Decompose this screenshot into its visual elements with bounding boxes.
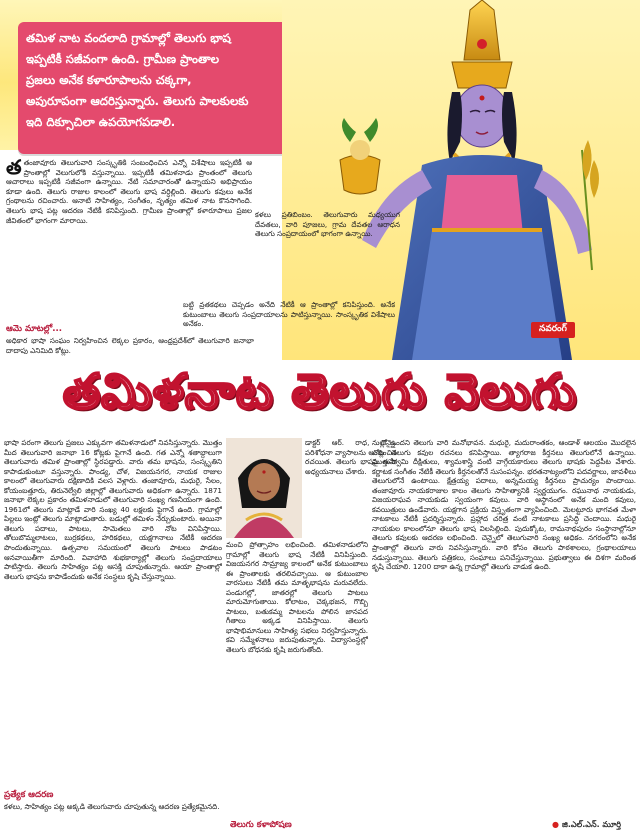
subhead-her-words: ఆమె మాటల్లో...	[6, 324, 63, 334]
body-column-3: నుల్లో ఉందని తెలుగు వారి మనోభావన. మధురై, మదురాంతకం, ఆండాళ్ ఆలయం మొదలైన చోట్ల తెలుగు కవుల రచనలు కనిపిస్తాయి. త్యాగరాజ కీర్తనలు తెలుగులోనే ఉన్నాయి. ముత్తుస్వామి దీక్షితులు, శ్యామశాస్త్రి వంటి వాగ్గేయకారులు తెలుగు భాషకు పెద్దపీట వేశారు. కర్ణాటక సంగీతం నేటికీ తెలుగు కీర్తనలతోనే సుసంపన్నం. భరతనాట్యంలోని పదవర్ణాలు, జావళీలు తెలుగులోనే ఉంటాయి. క్షేత్రయ్య పదాలు, అన్నమయ్య కీర్తనలు ప్రాచుర్యం పొందాయి. తంజావూరు నాయకరాజుల కాలం తెలుగు సాహిత్యానికి స్వర్ణయుగం. రఘునాథ నాయకుడు, విజయరాఘవ నాయకుడు స్వయంగా కవులు. వారి ఆస్థానంలో అనేక మంది కవులు, కవయిత్రులు ఉండేవారు. యక్షగాన ప్రక్రియ విస్తృతంగా వ్యాపించింది. మెలట్టూరు భాగవత మేళా నాటకాలు నేటికీ ప్రదర్శిస్తున్నారు. ప్రహ్లాద చరిత్ర వంటి నాటకాలు ప్రసిద్ధి చెందాయి. మధురై నాయకుల కాలంలోనూ తెలుగు భాష విలసిల్లింది. పుదుక్కోట, రామనాథపురం సంస్థానాల్లోనూ తెలుగు కవులకు ఆదరణ లభించింది. చెన్నైలో తెలుగువారి సంఖ్య అధికం. నగరంలోని అనేక ప్రాంతాల్లో తెలుగు వారు నివసిస్తున్నారు. వారి కోసం తెలుగు పాఠశాలలు, గ్రంథాలయాలు నడుస్తున్నాయి. తెలుగు పత్రికలు, సంఘాలు పనిచేస్తున్నాయి. ప్రభుత్వాలు ఈ దిశగా మరింత కృషి చేయాలి. 1200 దాకా ఉన్న గ్రామాల్లో తెలుగు వాడుక ఉంది.	[372, 438, 636, 572]
headline: తమిళనాట తెలుగు వెలుగు	[62, 364, 578, 420]
lead-text: తమిళ నాట వందలాది గ్రామాల్లో తెలుగు భాష ఇప్పటికీ సజీవంగా ఉంది. గ్రామీణ ప్రాంతాల ప్రజలు అనేక కళారూపాలను చక్కగా, అపురూపంగా ఆదరిస్తున్నారు. తెలుగు పాలకులకు ఇది దిక్సూచిలా ఉపయోగపడాలి.	[26, 31, 249, 129]
body-column-1: భాషా పరంగా తెలుగు ప్రజలు ఎక్కువగా తమిళనాడులో నివసిస్తున్నారు. మొత్తం మీద తెలుగువారి జనాభా 16 కోట్లకు పైగానే ఉంది. గత ఎన్నో శతాబ్దాలుగా తెలుగువారు తమిళ ప్రాంతాల్లో స్థిరపడ్డారు. వారు తమ భాషను, సంస్కృతిని కాపాడుకుంటూ వస్తున్నారు. పాండ్య, చోళ, విజయనగర, నాయక రాజుల కాలంలో తెలుగువారు దక్షిణాదికి వలస వెళ్లారు. తంజావూరు, మధురై, సేలం, కోయంబత్తూరు, తిరునెల్వేలి జిల్లాల్లో తెలుగువారు అధికంగా ఉన్నారు. 1871 జనాభా లెక్కల ప్రకారం తమిళనాడులో తెలుగువారి సంఖ్య గణనీయంగా ఉంది. 1961లో తెలుగు మాట్లాడే వారి సంఖ్య 40 లక్షలకు పైగానే ఉంది. గ్రామాల్లో పిల్లలు ఇంట్లో తెలుగు మాట్లాడుతారు. బడుల్లో తమిళం నేర్చుకుంటారు. అయినా తెలుగు పదాలు, పాటలు, సామెతలు వారి నోట వినిపిస్తాయి. తోలుబొమ్మలాటలు, బుర్రకథలు, హరికథలు, యక్షగానాలు నేటికీ ఆదరణ పొందుతున్నాయి. ఉత్సవాల సమయంలో తెలుగు పాటలు పాడటం ఆనవాయితీగా మారింది. వివాహాది శుభకార్యాల్లో తెలుగు సంప్రదాయాలు పాటిస్తారు. తెలుగు సాహిత్యం పట్ల ఆసక్తి చూపుతున్నారు. ఆయా ప్రాంతాల్లో తెలుగు భాషను కాపాడేందుకు అనేక సంస్థలు కృషి చేస్తున్నాయి.	[4, 438, 222, 581]
intro-text-1: తంజావూరు తెలుగువారి సంస్కృతికి సంబంధించిన ఎన్నో విశేషాలు ఇప్పటికీ ఆ ప్రాంతాల్లో వెలుగులోకి వస్తున్నాయి. ఇప్పటికీ తమిళనాడు ప్రాంతంలో తెలుగు ఆచారాలు ఇప్పటికీ సజీవంగా ఉన్నాయి. నేటి సమాచారంతో ఉన్నాయని అభిప్రాయం కూడా ఉంది. తెలుగు రాజుల కాలంలో తెలుగు భాష వర్ధిల్లింది. తెలుగు కవులు అనేక గ్రంథాలను రచించారు. ఆనాటి సాహిత్యం, సంగీతం, నృత్యం తమిళ నాట కొనసాగింది. తెలుగు భాష పట్ల ఆదరణ నేటికీ కనిపిస్తుంది. గ్రామీణ ప్రాంతాల్లో కళారూపాలు ప్రజల జీవితంలో భాగంగా మారాయి.	[6, 158, 252, 225]
author-photo	[226, 438, 302, 538]
body-column-2: మంచి ప్రోత్సాహం లభించింది. తమిళనాడులోని గ్రామాల్లో తెలుగు భాష నేటికీ వినిపిస్తుంది. విజయనగర సామ్రాజ్య కాలంలో అనేక కుటుంబాలు ఈ ప్రాంతాలకు తరలివచ్చాయి. ఆ కుటుంబాల వారసులు నేటికీ తమ మాతృభాషను మరువలేదు. పండుగల్లో, జాతరల్లో తెలుగు పాటలు మారుమోగుతాయి. కోలాటం, చెక్కభజన, గొబ్బి పాటలు, బతుకమ్మ పాటలను పోలిన జానపద గీతాలు అక్కడ వినిపిస్తాయి. తెలుగు భాషాభిమానులు సాహిత్య సభలు నిర్వహిస్తున్నారు. కవి సమ్మేళనాలు జరుపుతున్నారు. విద్యాసంస్థల్లో తెలుగు బోధనకు కృషి జరుగుతోంది.	[226, 540, 368, 655]
illustration-credit: నవరంగ్	[531, 322, 575, 338]
intro-column-2: బట్టి వ్రతకథలు చెప్పడం అనేది నేటికీ ఆ ప్రాంతాల్లో కనిపిస్తుంది. అనేక కుటుంబాలు తెలుగు సంప్రదాయాలను పాటిస్తున్నాయి. సాంస్కృతిక విశేషాలు అనేకం.	[183, 300, 395, 329]
subhead-telugu-patronage: తెలుగు కళాపోషణ	[230, 820, 292, 830]
body-column-1b: కళలు, సాహిత్యం పట్ల అక్కడి తెలుగువారు చూపుతున్న ఆదరణ ప్రత్యేకమైనది.	[4, 802, 220, 811]
top-section	[0, 0, 640, 360]
subhead-special-support: ప్రత్యేక ఆదరణ	[4, 790, 54, 800]
intro-column-3: కళలు ప్రతిబింబం. తెలుగువారు మధ్యయుగ దేవతలు, వారి పూజలు, గ్రామ దేవతల ఆరాధన తెలుగు సంప్రదాయంలో భాగంగా ఉన్నాయి.	[255, 210, 400, 239]
intro-column-1b: అధికార భాషా సంఘం నిర్వహించిన లెక్కల ప్రకారం, ఆంధ్రప్రదేశ్‌లో తెలుగువారి జనాభా దాదాపు ఎనిమిది కోట్లు.	[6, 336, 254, 355]
author-credit: ● జి.ఎల్.ఎన్. మూర్తి	[552, 820, 621, 831]
body-column-2-top: డాక్టర్ ఆర్. రాధ, చెన్నై. పరిశోధనా వ్యాసాలను అందించిన రచయిత. తెలుగు భాషపై అనేక అధ్యయనాలు చేశారు.	[305, 438, 397, 476]
headline-area	[0, 360, 640, 436]
dropcap: త	[6, 158, 22, 179]
